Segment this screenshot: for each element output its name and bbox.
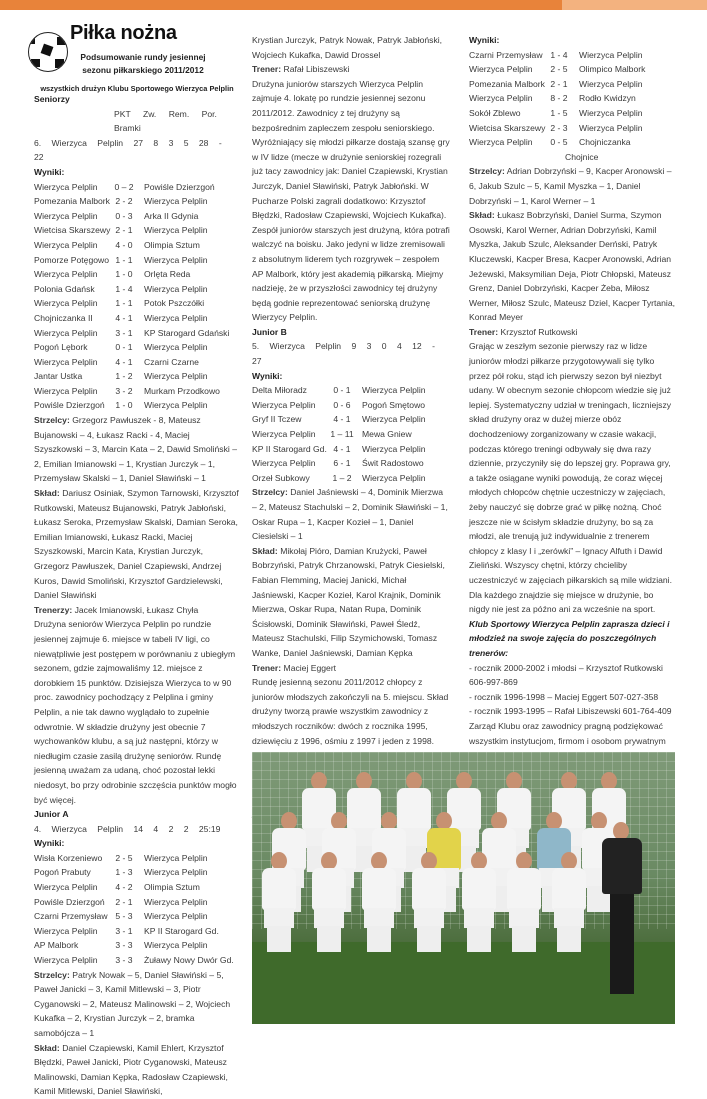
away-team: Wierzyca Pelplin [144, 852, 208, 863]
away-team: Wierzyca Pelplin [144, 371, 208, 382]
away-team: Wierzyca Pelplin [579, 78, 643, 89]
away-team: Mewa Gniew [362, 429, 412, 440]
home-team: Wierzyca Pelplin [34, 356, 98, 367]
home-team: Wierzyca Pelplin [34, 181, 98, 192]
result-row [34, 865, 240, 880]
score: 1 - 0 [115, 400, 133, 411]
result-row [469, 121, 675, 136]
table-row: 6. Wierzyca Pelplin 27 8 3 5 28 - 22 [34, 137, 222, 163]
home-team: Wierzyca Pelplin [252, 458, 316, 469]
score: 0 - 1 [333, 385, 351, 396]
score: 1 - 4 [550, 49, 568, 60]
away-team: Wierzyca Pelplin [579, 122, 643, 133]
score: 1 - 2 [115, 371, 133, 382]
trainer-contact: - rocznik 1993-1995 – Rafał Libiszewski 601-764-409 [469, 706, 672, 717]
away-team: Olimpia Sztum [144, 882, 200, 893]
home-team: Wietcisa Skarszewy [34, 225, 111, 236]
home-team: Wisła Korzeniewo [34, 852, 103, 863]
away-team: Wierzyca Pelplin [362, 385, 426, 396]
away-team: Wierzyca Pelplin [144, 342, 208, 353]
page-title: Piłka nożna [70, 22, 177, 44]
home-team: Czarni Przemysław [34, 911, 108, 922]
away-team: Wierzyca Pelplin [144, 911, 208, 922]
home-team: Pomezania Malbork [469, 78, 545, 89]
paragraph-junior-b: Rundę jesienną sezonu 2011/2012 chłopcy z juniorów młodszych zakończyli na 5. miejscu. Skład drużyny tworzą prawie wszystkim zawodnicy z młodszych roczników: dwóch z rocznika 1995, dziewięciu z 1996, ośmiu z 1997 i jeden z 1998. [252, 677, 449, 746]
header [34, 18, 240, 98]
score: 1 - 4 [115, 283, 133, 294]
score: 1 - 1 [115, 298, 133, 309]
away-team: Pogoń Smętowo [362, 399, 426, 410]
home-team: Orzeł Subkowy [252, 472, 310, 483]
away-team: Wierzyca Pelplin [144, 940, 208, 951]
away-team: Murkam Przodkowo [144, 385, 220, 396]
away-team: Wierzyca Pelplin [144, 896, 208, 907]
trainer-contact: - rocznik 2000-2002 i młodsi – Krzysztof Rutkowski 606-997-869 [469, 662, 663, 688]
result-row [252, 442, 450, 457]
top-accent-bar-right [562, 0, 707, 10]
score: 4 - 1 [333, 414, 351, 425]
away-team: Wierzyca Pelplin [362, 472, 426, 483]
home-team: Pomorze Potęgowo [34, 254, 109, 265]
score: 2 - 3 [550, 122, 568, 133]
score: 0 - 3 [115, 210, 133, 221]
score: 8 - 2 [550, 93, 568, 104]
home-team: Pogoń Lębork [34, 342, 88, 353]
away-team: Wierzyca Pelplin [144, 196, 208, 207]
page-subtitle: Podsumowanie rundy jesiennej sezonu piłkarskiego 2011/2012 [80, 52, 206, 75]
score: 1 – 11 [330, 429, 354, 440]
column-1 [34, 92, 240, 1099]
home-team: Wierzyca Pelplin [34, 210, 98, 221]
result-row [34, 180, 240, 195]
score: 4 - 1 [115, 312, 133, 323]
away-team: Świt Radostowo [362, 458, 424, 469]
score: 4 - 1 [115, 356, 133, 367]
home-team: Wierzyca Pelplin [34, 385, 98, 396]
team-photo [252, 752, 675, 1024]
section-heading-junior-b: Junior B [252, 326, 287, 337]
football-icon [28, 32, 68, 72]
home-team: Wierzyca Pelplin [252, 429, 316, 440]
result-row [34, 384, 240, 399]
home-team: Wierzyca Pelplin [469, 93, 533, 104]
scorers: Strzelcy: Patryk Nowak – 5, Daniel Sławiński – 5, Paweł Janicki – 3, Kamil Mitlewski – 3, Piotr Cyganowski – 2, Mateusz Malinowski – 2, Wojciech Kukafka – 2, Krystian Jurczyk – 2, bramka samobójcza – 1 [34, 969, 231, 1038]
away-team: Wierzyca Pelplin [144, 867, 208, 878]
result-row [469, 48, 675, 63]
results-list-junior-a [34, 851, 240, 968]
away-team: Rodło Kwidzyn [579, 93, 636, 104]
page-subtitle-club: wszystkich drużyn Klubu Sportowego Wierzyca Pelplin [40, 84, 234, 93]
section-heading-junior-a: Junior A [34, 809, 69, 820]
score: 2 - 5 [550, 64, 568, 75]
scorers: Strzelcy: Daniel Jaśniewski – 4, Dominik Mierzwa – 2, Mateusz Stachulski – 2, Dominik Sławiński – 1, Oskar Rupa – 1, Kacper Kozieł – 1, Daniel Ciesielski – 1 [252, 487, 448, 542]
result-row [34, 209, 240, 224]
home-team: Polonia Gdańsk [34, 283, 95, 294]
scorers: Strzelcy: Grzegorz Pawłuszek - 8, Mateusz Bujanowski – 4, Łukasz Racki - 4, Maciej Szyszkowski – 3, Marcin Kata – 2, Dawid Smoliński – 2, Emilian Imianowski – 1, Krystian Jurczyk – 1, Przemysław Skalski – 1, Daniel Sławiński – 1 [34, 415, 237, 484]
score: 3 - 3 [115, 940, 133, 951]
home-team: AP Malbork [34, 940, 79, 951]
home-team: Gryf II Tczew [252, 414, 302, 425]
invitation: Klub Sportowy Wierzyca Pelplin zaprasza dzieci i młodzież na swoje zajęcia do poszczególnych trenerów: [469, 618, 670, 658]
home-team: KP II Starogard Gd. [252, 443, 327, 454]
score: 0 – 2 [114, 181, 134, 192]
result-row [252, 456, 450, 471]
result-row [252, 412, 450, 427]
result-row [252, 383, 450, 398]
squad: Skład: Dariusz Osiniak, Szymon Tarnowski, Krzysztof Rutkowski, Mateusz Bujanowski, Patryk Jabłoński, Łukasz Seroka, Przemysław Skalski, Damian Seroka, Emilian Imianowski, Łukasz Racki, Maciej Szyszkowski, Marcin Kata, Krystian Jurczyk, Grzegorz Pawłuszek, Daniel Czapiewski, Andrzej Kuros, Dawid Smoliński, Krzysztof Gardzielewski, Daniel Sławiński [34, 488, 239, 601]
results-list-junior-b [252, 383, 450, 485]
coach: Trener: Rafał Libiszewski [252, 64, 350, 75]
result-row [34, 895, 240, 910]
result-row [34, 924, 240, 939]
result-row [469, 106, 675, 121]
result-row [252, 398, 450, 413]
result-row [34, 238, 240, 253]
paragraph-juniors-senior: Drużyna juniorów starszych Wierzyca Pelplin zajmuje 4. lokatę po rundzie jesiennej sezonu 2011/2012. Zawodnicy z tej drużyny są bezpośrednim zapleczem zespołu seniorskiego. Wyróżniający się młodzi piłkarze dostają szansę gry w IV lidze (mecze w drużynie seniorskiej rozegrali już tacy zawodnicy jak: Daniel Czapiewski, Krystian Jurczyk, Daniel Sławiński, Patryk Jabłoński. W Pucharze Polski zagrali dodatkowo: Krzysztof Błędzki, Radosław Czapiewski, Wojciech Kukafka). Zespół juniorów starszych jest drużyną, która potrafi walczyć na boisku. Jako jedyni w lidze zremisowali z absolutnym liderem tych rozgrywek – zespołem AP Malbork, który jest akademią piłkarską. Miejmy nadzieję, że w przyszłości zawodnicy tej drużyny będą godnie reprezentować seniorską drużynę Wierzycy Pelplin. [252, 78, 450, 323]
trainer-contact: - rocznik 1996-1998 – Maciej Eggert 507-027-358 [469, 691, 659, 702]
home-team: Wierzyca Pelplin [34, 327, 98, 338]
coach: Trener: Krzysztof Rutkowski [469, 326, 578, 337]
results-extra: Chojnice [565, 151, 599, 162]
home-team: Powiśle Dzierzgoń [34, 896, 105, 907]
home-team: Pogoń Prabuty [34, 867, 91, 878]
away-team: Wierzyca Pelplin [579, 49, 643, 60]
score: 0 - 6 [333, 399, 351, 410]
score: 2 - 1 [115, 896, 133, 907]
results-label: Wyniki: [469, 35, 500, 45]
score: 3 - 1 [115, 925, 133, 936]
away-team: Wierzyca Pelplin [362, 443, 426, 454]
away-team: Wierzyca Pelplin [144, 254, 208, 265]
result-row [34, 880, 240, 895]
result-row [252, 471, 450, 486]
home-team: Chojniczanka II [34, 312, 93, 323]
home-team: Delta Miłoradz [252, 385, 307, 396]
score: 2 - 1 [550, 78, 568, 89]
result-row [34, 953, 240, 968]
score: 0 - 1 [115, 342, 133, 353]
home-team: Wierzyca Pelplin [469, 64, 533, 75]
home-team: Powiśle Dzierzgoń [34, 400, 105, 411]
away-team: Żuławy Nowy Dwór Gd. [144, 955, 234, 966]
result-row [34, 340, 240, 355]
result-row [34, 253, 240, 268]
result-row [34, 355, 240, 370]
results-list-junior-d2 [469, 48, 675, 150]
home-team: Pomezania Malbork [34, 196, 110, 207]
home-team: Wierzyca Pelplin [252, 399, 316, 410]
result-row [34, 369, 240, 384]
away-team: KP II Starogard Gd. [144, 925, 219, 936]
result-row [34, 223, 240, 238]
paragraph-junior-d2: Grając w zeszłym sezonie pierwszy raz w lidze juniorów młodzi piłkarze przygotowywali się tylko przez pół roku, stąd ich pierwszy sezon był niezbyt udany. W obecnym sezonie chłopcom wiedzie się już lepiej. Systematyczny udział w treningach, liczniejszy skład drużyny oraz w dużej mierze obóz dochodzeniowy zorganizowany w czasie wakacji, podczas którego treningi odbywały się dwa razy dziennie, przyczyniły się do lepszej gry. Poprawa gry, a także osiągane wyniki powodują, że coraz więcej młodych chłopców chętnie uczestniczy w zajęciach, żeby nauczyć się dobrze grać w piłkę nożną. Choć jeszcze nie w ścisłym składzie drużyny, bo są za młodzi, ale trenują już indywidualnie z trenerem chłopcy z klasy I i „zerówki” – Ignacy Alfuth i Dawid Zieliński. Wszyscy chętni, którzy chcieliby uczestniczyć w zajęciach piłkarskich są mile widziani. Dla każdego znajdzie się miejsce w drużynie, bo nigdy nie jest za późno ani za wcześnie na sport. [469, 341, 672, 615]
paragraph-seniorzy: Drużyna seniorów Wierzyca Pelplin po rundzie jesiennej zajmuje 6. miejsce w tabeli IV ligi, co niewątpliwie jest postępem w porównaniu z ubiegłym sezonem, gdzie zajmowaliśmy 12. miejsce z dorobkiem 15 punktów. Dzisiejsza Wierzyca to w 90 proc. zawodnicy pochodzący z Pelplina i gminy Pelplin, a nie tak dawno wyglądało to zupełnie odwrotnie. W składzie drużyny jest obecnie 7 wychowanków klubu, a są już następni, którzy w niedługim czasie zasilą drużynę seniorów. Rundę jesienną uważam za udaną, choć pozostał lekki niedosyt, bo przy odrobinie szczęścia punktów mogło być więcej. [34, 619, 237, 805]
result-row [34, 326, 240, 341]
away-team: Wierzyca Pelplin [144, 225, 208, 236]
score: 2 - 5 [115, 852, 133, 863]
table-header: PKT Zw. Rem. Por. Bramki [114, 108, 217, 134]
score: 4 - 2 [115, 882, 133, 893]
closing-paragraph: Zarząd Klubu oraz zawodnicy pragną podziękować wszystkim instytucjom, firmom i osobom prywatnym [469, 720, 666, 746]
score: 0 - 5 [550, 137, 568, 148]
result-row [34, 851, 240, 866]
squad: Skład: Daniel Czapiewski, Kamil Ehlert, Krzysztof Błędzki, Paweł Janicki, Piotr Cyganowski, Mateusz Malinowski, Damian Kępka, Radosław Czapiewski, Kamil Mitlewski, Daniel Sławiński, [34, 1042, 228, 1097]
home-team: Wierzyca Pelplin [34, 269, 98, 280]
result-row [34, 311, 240, 326]
squad: Skład: Łukasz Bobrzyński, Daniel Surma, Szymon Osowski, Karol Werner, Adrian Dobrzyński, Kamil Myszka, Jakub Szulc, Aleksander Derński, Patryk Kluczewski, Kacper Bresa, Kacper Aronowski, Adrian Jeżewski, Maksymilian Deja, Piotr Chłopski, Mateusz Grenz, Daniel Dobrzyński, Kacper Żeba, Miłosz Werner, Miłosz Szulc, Mateusz Dziel, Kacper Tyrtania, Konrad Meyer [469, 210, 676, 323]
home-team: Jantar Ustka [34, 371, 83, 382]
score: 1 - 5 [550, 107, 568, 118]
score: 2 - 1 [115, 225, 133, 236]
score: 2 - 2 [115, 196, 133, 207]
away-team: Powiśle Dzierzgoń [144, 181, 215, 192]
away-team: Arka II Gdynia [144, 210, 199, 221]
scorers: Strzelcy: Adrian Dobrzyński – 9, Kacper Aronowski – 6, Jakub Szulc – 5, Kamil Myszka – 1, Daniel Dobrzyński – 1, Karol Werner – 1 [469, 166, 672, 206]
away-team: Wierzyca Pelplin [362, 414, 426, 425]
score: 1 - 3 [115, 867, 133, 878]
away-team: Wierzyca Pelplin [144, 312, 208, 323]
away-team: Orlęta Reda [144, 269, 191, 280]
home-team: Wierzyca Pelplin [34, 955, 98, 966]
home-team: Sokół Zblewo [469, 107, 521, 118]
result-row [469, 62, 675, 77]
away-team: Wierzyca Pelplin [144, 283, 208, 294]
away-team: Chojniczanka [579, 137, 631, 148]
away-team: KP Starogard Gdański [144, 327, 230, 338]
table-row: 5. Wierzyca Pelplin 9 3 0 4 12 - 27 [252, 341, 435, 367]
away-team: Czarni Czarne [144, 356, 199, 367]
score: 3 - 1 [115, 327, 133, 338]
home-team: Wierzyca Pelplin [34, 239, 98, 250]
squad: Skład: Mikołaj Pióro, Damian Krużycki, Paweł Bobrzyński, Patryk Chrzanowski, Patryk Ciesielski, Fabian Flemming, Maciej Janicki, Michał Jaśniewski, Kacper Kozieł, Karol Krajnik, Dominik Mierzwa, Oskar Rupa, Natan Rupa, Dominik Ścisłowski, Dominik Sławiński, Paweł Śledź, Mateusz Stachulski, Filip Szymichowski, Tomasz Wanke, Daniel Jaśniewski, Damian Kępka [252, 545, 445, 658]
squad-continued: Krystian Jurczyk, Patryk Nowak, Patryk Jabłoński, Wojciech Kukafka, Dawid Drossel [252, 35, 443, 60]
result-row [34, 938, 240, 953]
coach: Trener: Maciej Eggert [252, 662, 337, 673]
home-team: Czarni Przemysław [469, 49, 543, 60]
away-team: Potok Pszczółki [144, 298, 205, 309]
result-row [34, 194, 240, 209]
results-label: Wyniki: [34, 838, 65, 849]
away-team: Olimpia Sztum [144, 239, 200, 250]
score: 6 - 1 [333, 458, 351, 469]
score: 1 - 1 [115, 254, 133, 265]
home-team: Wierzyca Pelplin [34, 925, 98, 936]
score: 4 - 0 [115, 239, 133, 250]
score: 5 - 3 [115, 911, 133, 922]
coaches: Trenerzy: Jacek Imianowski, Łukasz Chyła [34, 604, 199, 615]
results-label: Wyniki: [252, 370, 283, 381]
result-row [252, 427, 450, 442]
home-team: Wierzyca Pelplin [34, 882, 98, 893]
home-team: Wierzyca Pelplin [34, 298, 98, 309]
score: 3 - 2 [115, 385, 133, 396]
away-team: Wierzyca Pelplin [579, 107, 643, 118]
section-heading-seniorzy: Seniorzy [34, 94, 70, 104]
table-row: 4. Wierzyca Pelplin 14 4 2 2 25:19 [34, 823, 221, 834]
results-list-seniorzy [34, 180, 240, 414]
away-team: Olimpico Malbork [579, 64, 646, 75]
score: 4 - 1 [333, 443, 351, 454]
score: 1 – 2 [332, 472, 352, 483]
results-label: Wyniki: [34, 166, 65, 177]
score: 3 - 3 [115, 955, 133, 966]
home-team: Wietcisa Skarszewy [469, 122, 546, 133]
result-row [469, 91, 675, 106]
result-row [34, 398, 240, 413]
result-row [34, 909, 240, 924]
home-team: Wierzyca Pelplin [469, 137, 533, 148]
result-row [469, 135, 675, 150]
result-row [34, 282, 240, 297]
score: 1 - 0 [115, 269, 133, 280]
result-row [469, 77, 675, 92]
result-row [34, 296, 240, 311]
away-team: Wierzyca Pelplin [144, 400, 208, 411]
result-row [34, 267, 240, 282]
